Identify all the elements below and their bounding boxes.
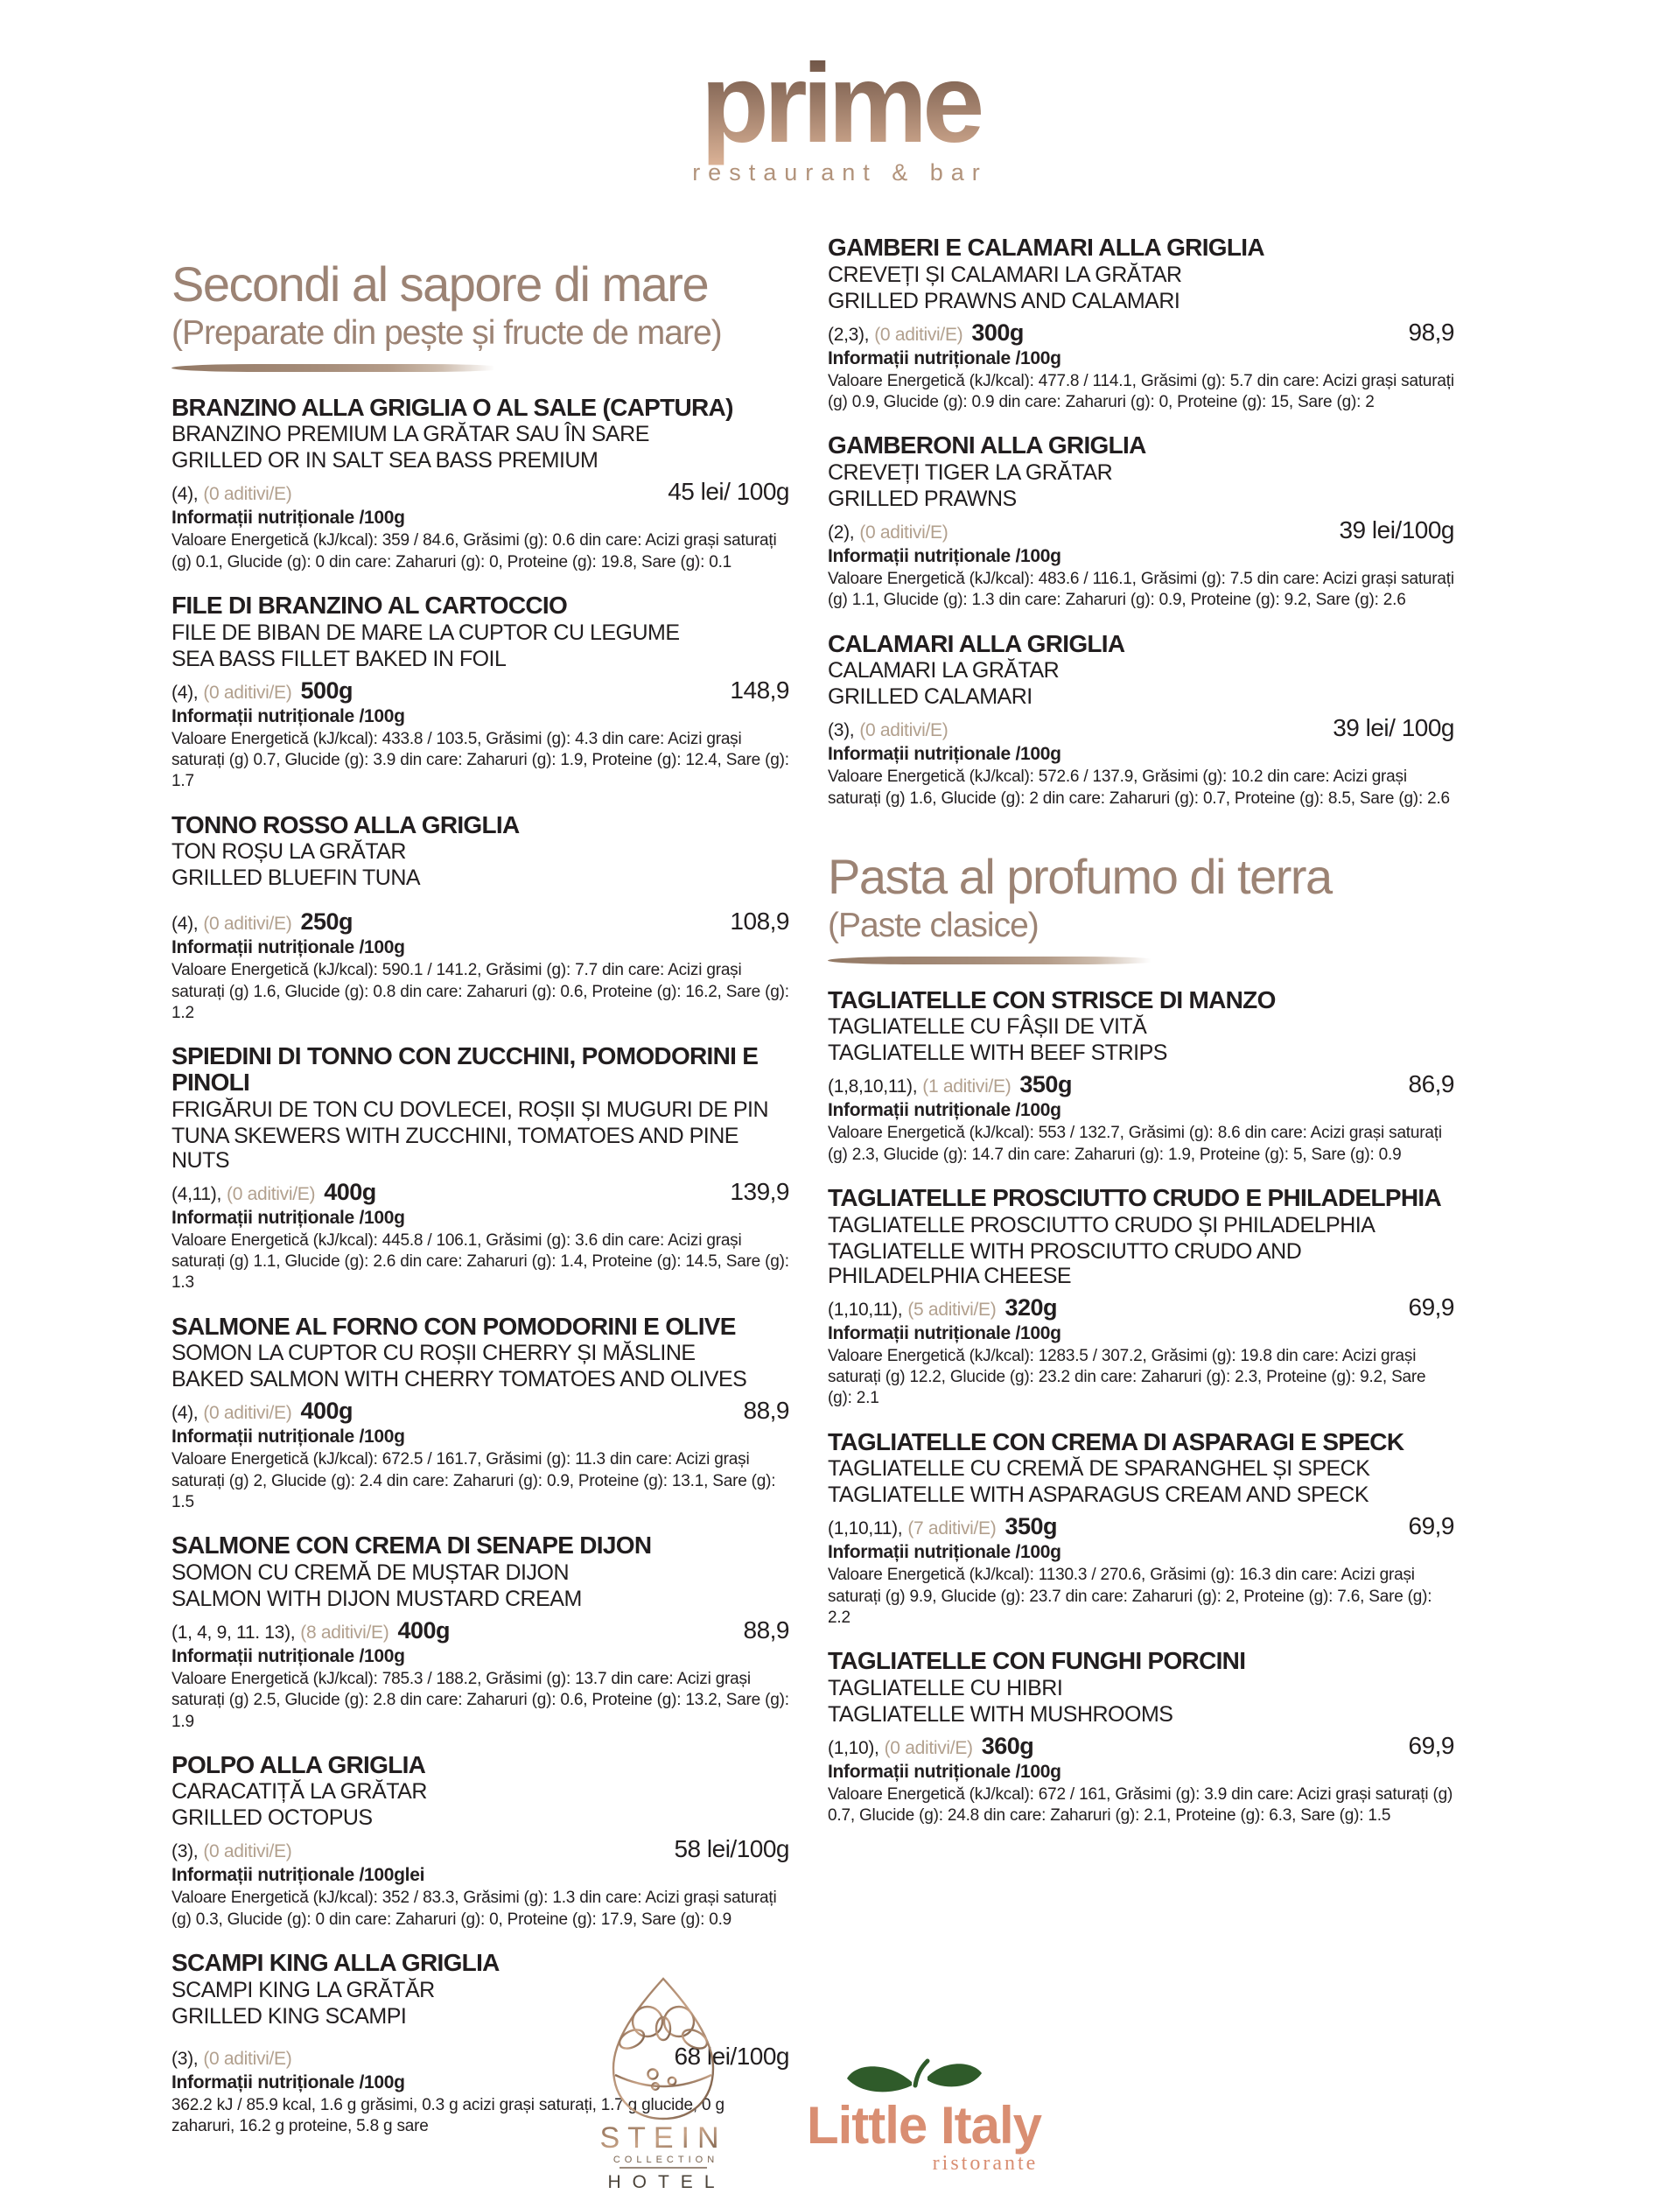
price: 86,9 [1408,1070,1454,1098]
menu-item [172,395,789,573]
item-subtitle-ro: TON ROȘU LA GRĂTAR [172,839,406,865]
item-meta [172,1177,789,1205]
price: 98,9 [1408,318,1454,346]
item-meta [172,1398,789,1423]
item-title: GAMBERONI ALLA GRIGLIA [828,431,1146,459]
item-title: TAGLIATELLE CON FUNGHI PORCINI [828,1647,1246,1675]
item-subtitle-en: GRILLED CALAMARI [828,684,1032,710]
item-title: SPIEDINI DI TONNO CON ZUCCHINI, POMODORINI E PINOLI [172,1042,759,1096]
price: 69,9 [1408,1512,1454,1540]
item-subtitle-en: TAGLIATELLE WITH ASPARAGUS CREAM AND SPECK [828,1483,1369,1508]
item-subtitle-ro: CREVEȚI TIGER LA GRĂTAR [828,459,1113,485]
brand-name: prime [700,41,980,166]
menu-item [172,812,789,1025]
group-pasta-items [828,987,1454,1827]
item-meta [172,480,789,504]
nutrition-label: Informații nutriționale /100g [172,2071,405,2092]
weight: 500g [300,676,353,704]
nutrition-label: Informații nutriționale /100g [828,744,1061,765]
additives: (0 aditivi/E) [203,484,292,505]
price: 58 lei/100g [674,1835,789,1863]
little-italy-sub: ristorante [932,2152,1038,2175]
menu-item [828,987,1454,1166]
item-subtitle-ro: CALAMARI LA GRĂTAR [828,658,1060,683]
item-subtitle-ro: BRANZINO PREMIUM LA GRĂTAR SAU ÎN SARE [172,422,649,447]
item-meta [172,909,789,934]
menu-item [172,1314,789,1514]
item-title: TAGLIATELLE CON STRISCE DI MANZO [828,985,1276,1013]
item-subtitle-ro: CREVEȚI ȘI CALAMARI LA GRĂTAR [828,262,1182,287]
nutrition-text: Valoare Energetică (kJ/kcal): 352 / 83.3, Grăsimi (g): 1.3 din care: Acizi grași saturați (g) 0.3, Glucide (g): 0 din care: Zaharuri (g): 0, Proteine (g): 17.9, Sare (g): 0.9 [172,1889,777,1929]
item-subtitle-en: BAKED SALMON WITH CHERRY TOMATOES AND OLIVES [172,1367,747,1392]
item-meta [172,1837,789,1861]
additives: (5 aditivi/E) [907,1299,997,1320]
section-subtitle: (Preparate din pește și fructe de mare) [172,313,722,352]
item-subtitle-ro: FILE DE BIBAN DE MARE LA CUPTOR CU LEGUME [172,620,680,645]
additives: (0 aditivi/E) [859,720,948,741]
nutrition-label: Informații nutriționale /100g [172,1645,405,1666]
nutrition-label: Informații nutriționale /100g [828,545,1061,566]
section-subtitle: (Paste clasice) [828,906,1039,944]
nutrition-label: Informații nutriționale /100g [828,1542,1061,1563]
allergens: (3), [172,2048,199,2069]
additives: (0 aditivi/E) [859,522,948,543]
section-title: Pasta al profumo di terra [828,848,1332,904]
nutrition-label: Informații nutriționale /100g [828,1322,1061,1343]
item-subtitle-ro: SCAMPI KING LA GRĂTĂR [172,1977,435,2002]
additives: (0 aditivi/E) [203,1841,292,1862]
item-subtitle-en: SALMON WITH DIJON MUSTARD CREAM [172,1586,582,1611]
section-title: Secondi al sapore di mare [172,256,709,312]
allergens: (3), [172,1841,199,1862]
nutrition-text: Valoare Energetică (kJ/kcal): 433.8 / 103.5, Grăsimi (g): 4.3 din care: Acizi grași saturați (g) 0.7, Glucide (g): 3.9 din care: Zaharuri (g): 1.9, Proteine (g): 12.4, Sare (g): 1.7 [172,729,789,791]
allergens: (2), [828,522,855,543]
prime-logo [0,35,1680,195]
footer [0,1976,1680,2195]
additives: (7 aditivi/E) [907,1518,997,1539]
allergens: (4), [172,1403,199,1424]
weight: 400g [324,1178,376,1205]
price: 69,9 [1408,1293,1454,1321]
item-title: TAGLIATELLE PROSCIUTTO CRUDO E PHILADELPHIA [828,1183,1442,1211]
price: 108,9 [730,908,789,936]
allergens: (4), [172,682,199,703]
weight: 400g [300,1398,353,1425]
weight: 300g [971,319,1024,346]
nutrition-label: Informații nutriționale /100g [828,1761,1061,1782]
allergens: (4), [172,914,199,935]
item-subtitle-en: GRILLED OCTOPUS [172,1805,373,1831]
stein-hotel: HOTEL [606,2172,726,2192]
item-meta [172,678,789,703]
menu-item [828,1429,1454,1630]
allergens: (1,10,11), [828,1518,903,1539]
allergens: (1,10,11), [828,1299,903,1320]
menu-item [172,592,789,793]
item-meta [828,1514,1454,1539]
item-subtitle-en: TAGLIATELLE WITH BEEF STRIPS [828,1041,1167,1066]
allergens: (1, 4, 9, 11. 13), [172,1622,296,1643]
price: 139,9 [730,1177,789,1205]
price: 39 lei/100g [1339,515,1454,543]
item-meta [172,1618,789,1643]
nutrition-text: 362.2 kJ / 85.9 kcal, 1.6 g grăsimi, 0.3 g acizi grași saturați, 1.7 g glucide, 0 g zaharuri, 16.2 g proteine, 5.8 g sare [172,2095,724,2136]
additives: (0 aditivi/E) [203,682,292,703]
item-subtitle-en: GRILLED PRAWNS [828,486,1017,511]
menu-item [172,1043,789,1293]
nutrition-text: Valoare Energetică (kJ/kcal): 672 / 161, Grăsimi (g): 3.9 din care: Acizi grași saturați (g) 0.7, Glucide (g): 24.8 din care: Zaharuri (g): 2.1, Proteine (g): 6.3, Sare (g): 1.5 [828,1784,1453,1826]
item-subtitle-ro: TAGLIATELLE PROSCIUTTO CRUDO ȘI PHILADELPHIA [828,1212,1376,1237]
nutrition-text: Valoare Energetică (kJ/kcal): 672.5 / 161.7, Grăsimi (g): 11.3 din care: Acizi grași saturați (g) 2, Glucide (g): 2.4 din care: Zaharuri (g): 0.9, Proteine (g): 13.1, Sare (g): 1.5 [172,1450,776,1511]
menu-item [172,1532,789,1733]
item-subtitle-en: GRILLED KING SCAMPI [172,2003,407,2029]
weight: 250g [300,908,353,936]
prime-wordmark-icon [652,35,1028,191]
nutrition-label: Informații nutriționale /100g [172,1207,405,1228]
item-subtitle-en: TUNA SKEWERS WITH ZUCCHINI, TOMATOES AND PINE NUTS [172,1123,738,1173]
nutrition-label: Informații nutriționale /100g [828,347,1061,368]
section-pasta [828,848,1454,964]
item-title: GAMBERI E CALAMARI ALLA GRIGLIA [828,234,1264,261]
stein-leaf-icon [613,1979,713,2119]
price: 88,9 [743,1616,789,1644]
item-title: SALMONE AL FORNO CON POMODORINI E OLIVE [172,1312,736,1340]
item-title: SCAMPI KING ALLA GRIGLIA [172,1949,500,1977]
price: 68 lei/100g [674,2042,789,2070]
item-subtitle-en: GRILLED PRAWNS AND CALAMARI [828,288,1180,313]
weight: 400g [397,1616,450,1644]
weight: 350g [1019,1071,1072,1098]
brush-divider [172,364,508,372]
allergens: (4), [172,484,199,505]
item-subtitle-ro: CARACATIȚĂ LA GRĂTAR [172,1779,427,1805]
item-meta [828,1295,1454,1320]
item-subtitle-ro: SOMON CU CREMĂ DE MUȘTAR DIJON [172,1560,569,1585]
column-right [828,235,1454,1827]
item-subtitle-en: TAGLIATELLE WITH MUSHROOMS [828,1701,1173,1727]
little-italy-icon [765,2047,1084,2178]
additives: (0 aditivi/E) [203,914,292,935]
weight: 360g [981,1732,1034,1759]
menu-item [172,1752,789,1931]
item-title: FILE DI BRANZINO AL CARTOCCIO [172,592,568,620]
nutrition-text: Valoare Energetică (kJ/kcal): 477.8 / 114.1, Grăsimi (g): 5.7 din care: Acizi grași saturați (g) 0.9, Glucide (g): 0.9 din care: Zaharuri (g): 0, Proteine (g): 15, Sare (g): 2 [828,371,1454,411]
item-title: BRANZINO ALLA GRIGLIA O AL SALE (CAPTURA) [172,393,733,421]
item-meta [828,1731,1454,1759]
item-title: TONNO ROSSO ALLA GRIGLIA [172,810,520,838]
menu-item [828,235,1454,413]
item-subtitle-en: SEA BASS FILLET BAKED IN FOIL [172,646,507,671]
price: 88,9 [743,1397,789,1425]
section-secondi [172,256,789,372]
nutrition-text: Valoare Energetică (kJ/kcal): 785.3 / 188.2, Grăsimi (g): 13.7 din care: Acizi grași saturați (g) 2.5, Glucide (g): 2.8 din care: Zaharuri (g): 0.6, Proteine (g): 13.2, Sare (g): 1.9 [172,1669,789,1731]
additives: (0 aditivi/E) [884,1737,973,1758]
nutrition-text: Valoare Energetică (kJ/kcal): 553 / 132.7, Grăsimi (g): 8.6 din care: Acizi grași saturați (g) 2.3, Glucide (g): 14.7 din care: Zaharuri (g): 1.9, Proteine (g): 5, Sare (g): 0.9 [828,1124,1442,1164]
basil-leaves-icon [847,2061,982,2092]
price: 148,9 [730,676,789,704]
allergens: (4,11), [172,1183,222,1204]
item-subtitle-ro: TAGLIATELLE CU FÂȘII DE VITĂ [828,1014,1147,1040]
brand-tagline: restaurant & bar [692,159,988,186]
nutrition-text: Valoare Energetică (kJ/kcal): 1283.5 / 307.2, Grăsimi (g): 19.8 din care: Acizi grași saturați (g) 12.2, Glucide (g): 23.2 din care: Zaharuri (g): 2.3, Proteine (g): 9.2, Sare (g): 2.1 [828,1346,1426,1408]
item-meta [828,716,1454,740]
additives: (1 aditivi/E) [922,1076,1012,1097]
price: 69,9 [1408,1731,1454,1759]
item-subtitle-ro: TAGLIATELLE CU HIBRI [828,1675,1063,1700]
little-italy-name: Little Italy [806,2096,1041,2155]
nutrition-text: Valoare Energetică (kJ/kcal): 359 / 84.6, Grăsimi (g): 0.6 din care: Acizi grași saturați (g) 0.1, Glucide (g): 0 din care: Zaharuri (g): 0, Proteine (g): 19.8, Sare (g): 0.1 [172,531,777,571]
item-title: CALAMARI ALLA GRIGLIA [828,629,1125,657]
allergens: (1,10), [828,1737,879,1758]
item-subtitle-ro: SOMON LA CUPTOR CU ROȘII CHERRY ȘI MĂSLINE [172,1341,696,1366]
allergens: (3), [828,720,855,741]
nutrition-text: Valoare Energetică (kJ/kcal): 590.1 / 141.2, Grăsimi (g): 7.7 din care: Acizi grași saturați (g) 1.6, Glucide (g): 0.8 din care: Zaharuri (g): 0.6, Proteine (g): 16.2, Sare (g): 1.2 [172,961,789,1022]
additives: (8 aditivi/E) [300,1622,389,1643]
additives: (0 aditivi/E) [874,324,963,345]
menu-item [828,631,1454,810]
additives: (0 aditivi/E) [203,2048,292,2069]
item-subtitle-ro: TAGLIATELLE CU CREMĂ DE SPARANGHEL ȘI SPECK [828,1456,1370,1482]
weight: 320g [1004,1293,1058,1321]
allergens: (2,3), [828,324,870,345]
nutrition-label: Informații nutriționale /100g [828,1100,1061,1121]
group-secondi-items [172,395,789,2138]
group-sea-items [828,235,1454,810]
nutrition-label: Informații nutriționale /100g [172,508,405,529]
menu-item [828,1185,1454,1410]
item-title: TAGLIATELLE CON CREMA DI ASPARAGI E SPECK [828,1427,1404,1455]
allergens: (1,8,10,11), [828,1076,918,1097]
nutrition-label: Informații nutriționale /100g [172,1426,405,1447]
menu-item [828,1648,1454,1826]
stein-name: STEIN [598,2121,727,2155]
item-subtitle-en: GRILLED OR IN SALT SEA BASS PREMIUM [172,448,598,473]
item-meta [828,320,1454,345]
weight: 350g [1004,1513,1058,1540]
stein-hotel-logo [597,1976,730,2195]
brush-divider [828,957,1165,964]
additives: (0 aditivi/E) [227,1183,316,1204]
additives: (0 aditivi/E) [203,1403,292,1424]
stein-collection: COLLECTION [612,2155,718,2165]
price: 45 lei/ 100g [668,478,789,506]
nutrition-label: Informații nutriționale /100g [172,937,405,958]
item-meta [828,1072,1454,1097]
little-italy-logo [765,2047,1084,2183]
item-subtitle-en: GRILLED BLUEFIN TUNA [172,866,421,891]
nutrition-label: Informații nutriționale /100g [172,705,405,726]
item-title: SALMONE CON CREMA DI SENAPE DIJON [172,1532,652,1560]
price: 39 lei/ 100g [1333,714,1454,742]
nutrition-text: Valoare Energetică (kJ/kcal): 445.8 / 106.1, Grăsimi (g): 3.6 din care: Acizi grași saturați (g) 1.1, Glucide (g): 2.6 din care: Zaharuri (g): 1.4, Proteine (g): 14.5, Sare (g): 1.3 [172,1230,789,1293]
menu-item [828,432,1454,611]
nutrition-label: Informații nutriționale /100glei [172,1865,425,1886]
item-subtitle-ro: FRIGĂRUI DE TON CU DOVLECEI, ROȘII ȘI MUGURI DE PIN [172,1097,769,1122]
item-subtitle-en: TAGLIATELLE WITH PROSCIUTTO CRUDO AND PHILADELPHIA CHEESE [828,1238,1302,1288]
item-title: POLPO ALLA GRIGLIA [172,1750,426,1778]
column-secondi [172,256,789,2137]
nutrition-text: Valoare Energetică (kJ/kcal): 1130.3 / 270.6, Grăsimi (g): 16.3 din care: Acizi grași saturați (g) 9.9, Glucide (g): 23.7 din care: Zaharuri (g): 2, Proteine (g): 7.6, Sare (g): 2.2 [828,1566,1432,1627]
item-meta [828,515,1454,543]
nutrition-text: Valoare Energetică (kJ/kcal): 572.6 / 137.9, Grăsimi (g): 10.2 din care: Acizi grași saturați (g) 1.6, Glucide (g): 2 din care: Zaharuri (g): 0.7, Proteine (g): 8.5, Sare (g): 2.6 [828,768,1450,808]
nutrition-text: Valoare Energetică (kJ/kcal): 483.6 / 116.1, Grăsimi (g): 7.5 din care: Acizi grași saturați (g) 1.1, Glucide (g): 1.3 din care: Zaharuri (g): 0.9, Proteine (g): 9.2, Sare (g): 2.6 [828,569,1454,610]
